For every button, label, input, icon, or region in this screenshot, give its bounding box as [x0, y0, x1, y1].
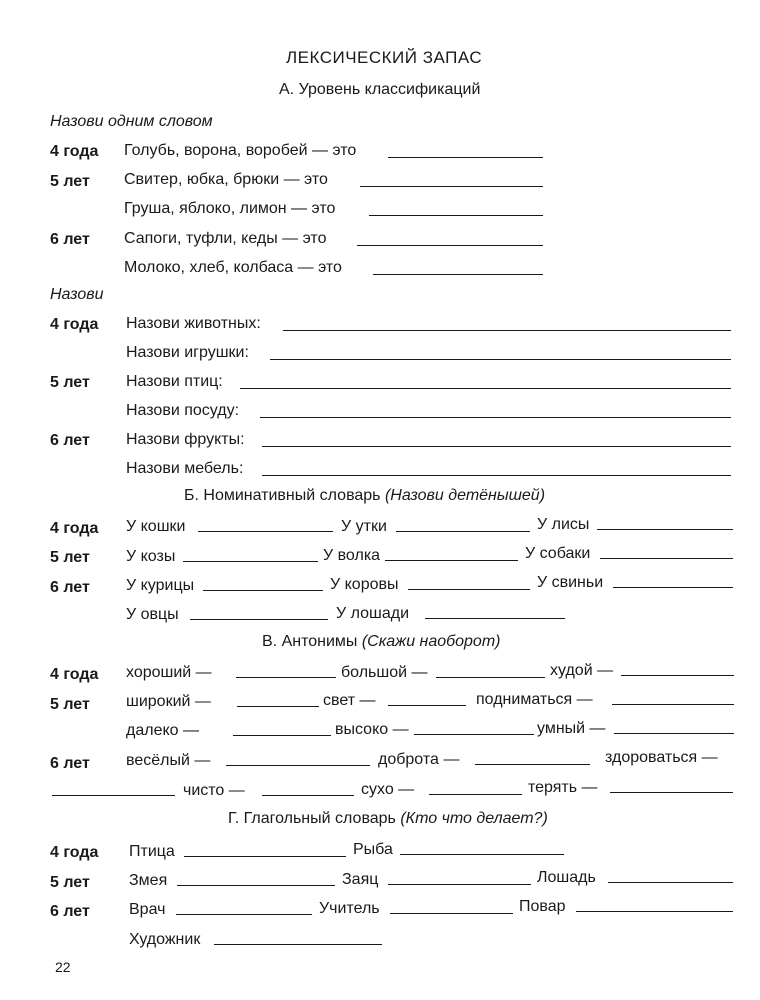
- answer-line[interactable]: [408, 589, 530, 590]
- antonym-item: хороший —: [126, 664, 212, 681]
- cub-item: У волка: [323, 547, 381, 564]
- age-label: 6 лет: [50, 903, 90, 920]
- verb-item: Врач: [129, 901, 166, 918]
- answer-line[interactable]: [52, 795, 175, 796]
- section-c-heading: [262, 632, 500, 652]
- answer-line[interactable]: [203, 590, 323, 591]
- cub-item: У лошади: [336, 605, 410, 622]
- answer-line[interactable]: [475, 764, 590, 765]
- answer-line[interactable]: [385, 560, 518, 561]
- answer-line[interactable]: [283, 330, 731, 331]
- naming-item: Назови фрукты:: [126, 431, 245, 448]
- antonym-item: терять —: [528, 779, 598, 796]
- answer-line[interactable]: [388, 705, 466, 706]
- cub-item: У козы: [126, 548, 176, 565]
- age-label: 5 лет: [50, 874, 90, 891]
- section-d-title: Г. Глагольный словарь: [228, 810, 396, 827]
- section-a-heading: А. Уровень классификаций: [279, 81, 481, 98]
- cub-item: У собаки: [525, 545, 591, 562]
- section-b-hint: (Назови детёнышей): [384, 487, 546, 504]
- answer-line[interactable]: [614, 733, 734, 734]
- naming-item: Назови посуду:: [126, 402, 240, 419]
- answer-line[interactable]: [184, 856, 346, 857]
- age-label: 5 лет: [50, 549, 90, 566]
- age-label: 5 лет: [50, 173, 90, 190]
- answer-line[interactable]: [388, 884, 531, 885]
- answer-line[interactable]: [425, 618, 565, 619]
- section-d-heading: [228, 809, 548, 829]
- page-title: ЛЕКСИЧЕСКИЙ ЗАПАС: [286, 48, 483, 67]
- answer-line[interactable]: [233, 735, 331, 736]
- answer-line[interactable]: [608, 882, 733, 883]
- answer-line[interactable]: [177, 885, 335, 886]
- answer-line[interactable]: [436, 677, 545, 678]
- verb-item: Змея: [129, 872, 168, 889]
- age-label: 4 года: [50, 666, 99, 683]
- cub-item: У утки: [341, 518, 387, 535]
- answer-line[interactable]: [260, 417, 731, 418]
- classification-item: Груша, яблоко, лимон — это: [124, 200, 336, 217]
- answer-line[interactable]: [612, 704, 734, 705]
- answer-line[interactable]: [400, 854, 564, 855]
- answer-line[interactable]: [576, 911, 733, 912]
- verb-item: Художник: [129, 931, 201, 948]
- answer-line[interactable]: [198, 531, 333, 532]
- section-c-title: В. Антонимы: [262, 633, 358, 650]
- classification-item: Свитер, юбка, брюки — это: [124, 171, 328, 188]
- cub-item: У лисы: [537, 516, 590, 533]
- age-label: 6 лет: [50, 231, 90, 248]
- answer-line[interactable]: [390, 913, 513, 914]
- answer-line[interactable]: [414, 734, 534, 735]
- verb-item: Птица: [129, 843, 175, 860]
- antonym-item: широкий —: [126, 693, 211, 710]
- answer-line[interactable]: [237, 706, 319, 707]
- answer-line[interactable]: [396, 531, 530, 532]
- naming-item: Назови игрушки:: [126, 344, 249, 361]
- answer-line[interactable]: [621, 675, 734, 676]
- page-number: 22: [55, 959, 71, 975]
- antonym-item: умный —: [537, 720, 606, 737]
- section-b-title: Б. Номинативный словарь: [184, 487, 381, 504]
- answer-line[interactable]: [176, 914, 312, 915]
- classification-item: Сапоги, туфли, кеды — это: [124, 230, 327, 247]
- section-d-hint: (Кто что делает?): [400, 810, 548, 827]
- age-label: 5 лет: [50, 696, 90, 713]
- verb-item: Рыба: [353, 841, 393, 858]
- antonym-item: доброта —: [378, 751, 460, 768]
- answer-line[interactable]: [360, 186, 543, 187]
- instruction-one-word: Назови одним словом: [50, 113, 213, 130]
- antonym-item: высоко —: [335, 721, 409, 738]
- antonym-item: весёлый —: [126, 752, 211, 769]
- antonym-item: сухо —: [361, 781, 415, 798]
- answer-line[interactable]: [262, 475, 731, 476]
- age-label: 4 года: [50, 844, 99, 861]
- answer-line[interactable]: [369, 215, 543, 216]
- cub-item: У курицы: [126, 577, 195, 594]
- answer-line[interactable]: [270, 359, 731, 360]
- age-label: 4 года: [50, 143, 99, 160]
- antonym-item: худой —: [550, 662, 614, 679]
- antonym-item: подниматься —: [476, 691, 593, 708]
- section-b-heading: [184, 486, 545, 506]
- cub-item: У кошки: [126, 518, 186, 535]
- answer-line[interactable]: [357, 245, 543, 246]
- cub-item: У овцы: [126, 606, 179, 623]
- age-label: 4 года: [50, 316, 99, 333]
- answer-line[interactable]: [429, 794, 522, 795]
- antonym-item: большой —: [341, 664, 428, 681]
- antonym-item: чисто —: [183, 782, 245, 799]
- naming-item: Назови животных:: [126, 315, 261, 332]
- cub-item: У свиньи: [537, 574, 604, 591]
- answer-line[interactable]: [613, 587, 733, 588]
- answer-line[interactable]: [262, 795, 354, 796]
- classification-item: Молоко, хлеб, колбаса — это: [124, 259, 342, 276]
- naming-item: Назови мебель:: [126, 460, 244, 477]
- answer-line[interactable]: [610, 792, 733, 793]
- antonym-item: далеко —: [126, 722, 199, 739]
- age-label: 6 лет: [50, 432, 90, 449]
- verb-item: Повар: [519, 898, 566, 915]
- section-c-hint: (Скажи наоборот): [361, 633, 501, 650]
- antonym-item: свет —: [323, 692, 376, 709]
- age-label: 6 лет: [50, 755, 90, 772]
- age-label: 4 года: [50, 520, 99, 537]
- answer-line[interactable]: [262, 446, 731, 447]
- answer-line[interactable]: [226, 765, 370, 766]
- instruction-name: Назови: [50, 286, 104, 303]
- verb-item: Учитель: [319, 900, 380, 917]
- answer-line[interactable]: [190, 619, 328, 620]
- answer-line[interactable]: [373, 274, 543, 275]
- classification-item: Голубь, ворона, воробей — это: [124, 142, 357, 159]
- age-label: 6 лет: [50, 579, 90, 596]
- cub-item: У коровы: [330, 576, 399, 593]
- answer-line[interactable]: [388, 157, 543, 158]
- verb-item: Заяц: [342, 871, 379, 888]
- answer-line[interactable]: [240, 388, 731, 389]
- answer-line[interactable]: [597, 529, 733, 530]
- antonym-item: здороваться —: [605, 749, 718, 766]
- answer-line[interactable]: [600, 558, 733, 559]
- answer-line[interactable]: [183, 561, 318, 562]
- answer-line[interactable]: [236, 677, 336, 678]
- naming-item: Назови птиц:: [126, 373, 223, 390]
- age-label: 5 лет: [50, 374, 90, 391]
- answer-line[interactable]: [214, 944, 382, 945]
- verb-item: Лошадь: [537, 869, 596, 886]
